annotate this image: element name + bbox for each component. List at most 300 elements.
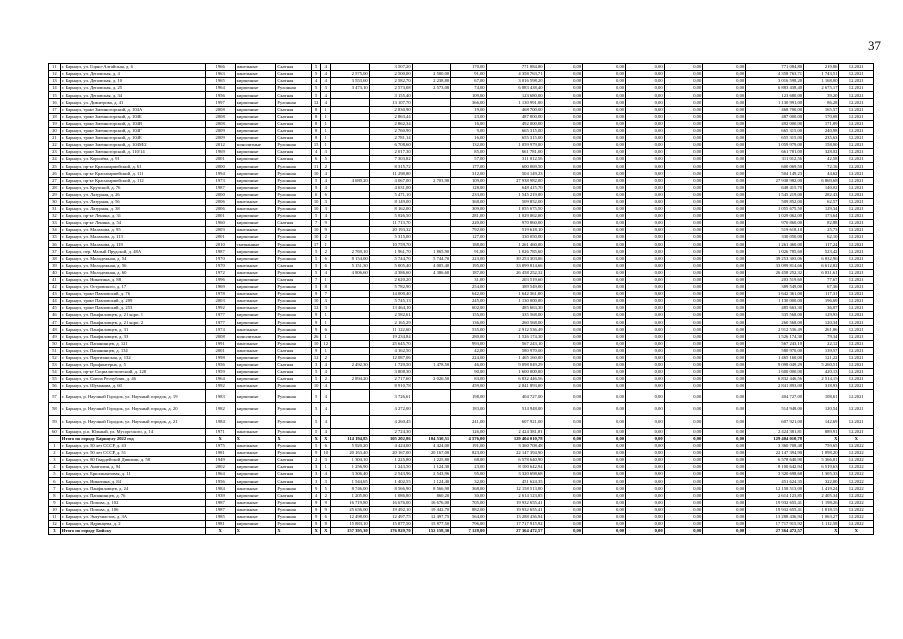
- roof-type-cell: Рулонная: [276, 298, 311, 305]
- completion-date-cell: 12.2021: [839, 361, 874, 368]
- roof-type-cell: Рулонная: [276, 177, 311, 184]
- owned-area-cell: [412, 326, 451, 333]
- completion-date-cell: 12.2021: [839, 415, 874, 428]
- row-number-cell: 39: [49, 262, 61, 269]
- table-row: [49, 333, 874, 340]
- page-number: 37: [868, 38, 881, 53]
- address-cell: г. Барнаул, р. Научный Городок, ул. Научный городок, д. 21: [60, 415, 205, 428]
- entrances-cell: 4: [321, 403, 331, 416]
- row-number-cell: 11: [49, 64, 61, 71]
- floors-cell: 2: [311, 457, 321, 464]
- address-cell: г. Барнаул, ул. Малахова, д. 95: [60, 227, 205, 234]
- total-area-cell: [331, 312, 370, 319]
- floors-cell: 9: [311, 347, 321, 354]
- row-number-cell: 25: [49, 163, 61, 170]
- table-row: [49, 390, 874, 403]
- wall-material-cell: X: [235, 528, 276, 535]
- regional-cost-cell: 0,00: [583, 449, 626, 456]
- address-cell: г. Барнаул, ул. Деповская, д. 34: [60, 92, 205, 99]
- owners-cost-cell: 0,00: [703, 106, 746, 113]
- fund-cost-cell: 0,00: [544, 212, 583, 219]
- residents-cell: 705,00: [451, 499, 486, 506]
- unit-cost-cell: 120,34: [804, 319, 839, 326]
- regional-cost-cell: 0,00: [583, 177, 626, 184]
- local-cost-cell: 0,00: [626, 191, 665, 198]
- row-number-cell: 38: [49, 255, 61, 262]
- year-built-cell: 1971: [205, 428, 235, 435]
- regional-cost-cell: 0,00: [583, 492, 626, 499]
- address-cell: г. Барнаул, пр-кт Красноармейский, д. 111: [60, 170, 205, 177]
- residents-cell: 4 576,00: [451, 435, 486, 442]
- roof-type-cell: Скатная: [276, 113, 311, 120]
- table-row: [49, 312, 874, 319]
- local-cost-cell: 0,00: [626, 220, 665, 227]
- address-cell: г. Барнаул, ул. Молодежная, д. 56: [60, 262, 205, 269]
- wall-material-cell: кирпичные: [235, 283, 276, 290]
- total-cost-cell: 6 883 438,40: [486, 85, 544, 92]
- fund-cost-cell: 0,00: [544, 184, 583, 191]
- wall-material-cell: панельные: [235, 442, 276, 449]
- roof-type-cell: Рулонная: [276, 499, 311, 506]
- address-cell: г. Барнаул, тракт Змеиногорский, д. 110/14: [60, 149, 205, 156]
- completion-date-cell: 12.2021: [839, 142, 874, 149]
- unit-cost-cell: 82,88: [804, 220, 839, 227]
- unit-cost-cell: 158,00: [804, 142, 839, 149]
- total-cost-cell: 1 130 000,00: [486, 298, 544, 305]
- entrances-cell: 1: [321, 106, 331, 113]
- living-area-cell: 4 260,45: [369, 415, 412, 428]
- total-area-cell: 1 304,10: [331, 457, 370, 464]
- owners-total-cost-cell: 451 624,35: [746, 478, 804, 485]
- total-cost-cell: 607 921,00: [486, 415, 544, 428]
- fund-cost-cell: 0,00: [544, 449, 583, 456]
- other-cost-cell: 0,00: [664, 276, 703, 283]
- local-cost-cell: 0,00: [626, 99, 665, 106]
- other-cost-cell: 0,00: [664, 64, 703, 71]
- roof-type-cell: Скатная: [276, 149, 311, 156]
- fund-cost-cell: 0,00: [544, 149, 583, 156]
- table-row: [49, 142, 874, 149]
- total-cost-cell: 330 050,00: [486, 234, 544, 241]
- wall-material-cell: кирпичные: [235, 134, 276, 141]
- local-cost-cell: 0,00: [626, 340, 665, 347]
- owners-cost-cell: 0,00: [703, 435, 746, 442]
- address-cell: г. Барнаул, тракт Змеиногорский, д. 104А: [60, 106, 205, 113]
- regional-cost-cell: 0,00: [583, 464, 626, 471]
- completion-date-cell: 12.2021: [839, 390, 874, 403]
- address-cell: г. Барнаул, ул. Панфиловцев, д. 24: [60, 485, 205, 492]
- residents-cell: 223,00: [451, 255, 486, 262]
- floors-cell: 6: [311, 156, 321, 163]
- total-cost-cell: 27 364 472,57: [486, 528, 544, 535]
- total-cost-cell: 492 000,00: [486, 120, 544, 127]
- regional-cost-cell: 0,00: [583, 435, 626, 442]
- table-row: [49, 464, 874, 471]
- regional-cost-cell: 0,00: [583, 127, 626, 134]
- completion-date-cell: 12.2021: [839, 71, 874, 78]
- living-area-cell: 1 225,80: [369, 457, 412, 464]
- row-number-cell: 17: [49, 106, 61, 113]
- owners-cost-cell: 0,00: [703, 283, 746, 290]
- roof-type-cell: Скатная: [276, 71, 311, 78]
- total-area-cell: [331, 347, 370, 354]
- residents-cell: 187,00: [451, 269, 486, 276]
- unit-cost-cell: 62,57: [804, 198, 839, 205]
- entrances-cell: 1: [321, 241, 331, 248]
- row-number-cell: 32: [49, 212, 61, 219]
- completion-date-cell: 12.2021: [839, 191, 874, 198]
- owned-area-cell: [412, 428, 451, 435]
- address-cell: Итого по городу Барнаулу 2022 год: [60, 435, 205, 442]
- wall-material-cell: кирпичные: [235, 369, 276, 376]
- entrances-cell: 9: [321, 506, 331, 513]
- row-number-cell: 26: [49, 170, 61, 177]
- row-number-cell: 22: [49, 142, 61, 149]
- owners-total-cost-cell: 1 526 174,30: [746, 333, 804, 340]
- total-cost-cell: 4 358 763,71: [486, 71, 544, 78]
- regional-cost-cell: 0,00: [583, 170, 626, 177]
- other-cost-cell: 0,00: [664, 457, 703, 464]
- living-area-cell: 8 910,78: [369, 383, 412, 390]
- completion-date-cell: 12.2022: [839, 457, 874, 464]
- floors-cell: 8: [311, 106, 321, 113]
- living-area-cell: 2 017,30: [369, 149, 412, 156]
- residents-cell: 155,00: [451, 312, 486, 319]
- regional-cost-cell: 0,00: [583, 184, 626, 191]
- owned-area-cell: [412, 234, 451, 241]
- wall-material-cell: кирпичные: [235, 184, 276, 191]
- entrances-cell: 1: [321, 464, 331, 471]
- residents-cell: 195,00: [451, 262, 486, 269]
- entrances-cell: 4: [321, 415, 331, 428]
- address-cell: г. Барнаул, ул. Профинтерна, д. 5: [60, 361, 205, 368]
- entrances-cell: 9: [321, 220, 331, 227]
- row-number-cell: 10: [49, 506, 61, 513]
- wall-material-cell: кирпичные: [235, 255, 276, 262]
- roof-type-cell: Скатная: [276, 78, 311, 85]
- roof-type-cell: Рулонная: [276, 403, 311, 416]
- owned-area-cell: [412, 390, 451, 403]
- wall-material-cell: кирпичные: [235, 478, 276, 485]
- table-row: [49, 191, 874, 198]
- total-cost-cell: 2 424 381,81: [486, 428, 544, 435]
- year-built-cell: 1970: [205, 262, 235, 269]
- owned-area-cell: [412, 241, 451, 248]
- completion-date-cell: 12.2021: [839, 269, 874, 276]
- residents-cell: 280,00: [451, 333, 486, 340]
- owned-area-cell: [412, 354, 451, 361]
- owners-cost-cell: 0,00: [703, 269, 746, 276]
- wall-material-cell: панельные: [235, 298, 276, 305]
- roof-type-cell: Рулонная: [276, 428, 311, 435]
- living-area-cell: 8 162,00: [369, 205, 412, 212]
- owners-total-cost-cell: 2 424 381,81: [746, 428, 804, 435]
- regional-cost-cell: 0,00: [583, 291, 626, 298]
- other-cost-cell: 0,00: [664, 191, 703, 198]
- completion-date-cell: 12.2022: [839, 492, 874, 499]
- total-area-cell: [331, 383, 370, 390]
- owned-area-cell: [412, 142, 451, 149]
- unit-cost-cell: 121,22: [804, 354, 839, 361]
- owned-area-cell: [412, 312, 451, 319]
- floors-cell: 5: [311, 92, 321, 99]
- table-row: [49, 269, 874, 276]
- owned-area-cell: 104 530,51: [412, 435, 451, 442]
- residents-cell: 32,00: [451, 478, 486, 485]
- fund-cost-cell: 0,00: [544, 241, 583, 248]
- owners-cost-cell: 0,00: [703, 78, 746, 85]
- owners-cost-cell: 0,00: [703, 428, 746, 435]
- regional-cost-cell: 0,00: [583, 428, 626, 435]
- living-area-cell: 2 582,70: [369, 78, 412, 85]
- local-cost-cell: 0,00: [626, 120, 665, 127]
- completion-date-cell: 12.2021: [839, 255, 874, 262]
- local-cost-cell: 0,00: [626, 106, 665, 113]
- unit-cost-cell: 171,89: [804, 120, 839, 127]
- address-cell: г. Барнаул, ул. Папанинцев, д. 134: [60, 347, 205, 354]
- total-area-cell: [331, 234, 370, 241]
- row-number-cell: 34: [49, 227, 61, 234]
- year-built-cell: 1998: [205, 354, 235, 361]
- total-area-cell: [331, 99, 370, 106]
- owned-area-cell: [412, 99, 451, 106]
- living-area-cell: 12 087,06: [369, 354, 412, 361]
- fund-cost-cell: 0,00: [544, 113, 583, 120]
- entrances-cell: 6: [321, 513, 331, 520]
- wall-material-cell: кирпичные: [235, 390, 276, 403]
- owners-cost-cell: 0,00: [703, 492, 746, 499]
- residents-cell: 68,00: [451, 457, 486, 464]
- wall-material-cell: кирпичные: [235, 85, 276, 92]
- other-cost-cell: 0,00: [664, 120, 703, 127]
- entrances-cell: 2: [321, 376, 331, 383]
- year-built-cell: 1966: [205, 64, 235, 71]
- fund-cost-cell: 0,00: [544, 376, 583, 383]
- regional-cost-cell: 0,00: [583, 298, 626, 305]
- local-cost-cell: 0,00: [626, 471, 665, 478]
- row-number-cell: 35: [49, 234, 61, 241]
- total-area-cell: [331, 354, 370, 361]
- row-number-cell: 60: [49, 428, 61, 435]
- total-area-cell: [331, 120, 370, 127]
- local-cost-cell: 0,00: [626, 478, 665, 485]
- completion-date-cell: 12.2021: [839, 92, 874, 99]
- unit-cost-cell: 2 675,17: [804, 85, 839, 92]
- completion-date-cell: 12.2021: [839, 234, 874, 241]
- wall-material-cell: кирпичные: [235, 127, 276, 134]
- floors-cell: 5: [311, 390, 321, 403]
- regional-cost-cell: 0,00: [583, 403, 626, 416]
- floors-cell: X: [311, 528, 321, 535]
- year-built-cell: 1956: [205, 361, 235, 368]
- total-cost-cell: 487 000,00: [486, 113, 544, 120]
- entrances-cell: 9: [321, 227, 331, 234]
- table-row: [49, 347, 874, 354]
- row-number-cell: 3: [49, 457, 61, 464]
- owned-area-cell: 4 005,40: [412, 262, 451, 269]
- fund-cost-cell: 0,00: [544, 142, 583, 149]
- row-number-cell: 14: [49, 85, 61, 92]
- unit-cost-cell: 6 031,61: [804, 269, 839, 276]
- address-cell: г. Барнаул, тракт Павловский, д. 209: [60, 298, 205, 305]
- owned-area-cell: 16 676,00: [412, 499, 451, 506]
- table-row: [49, 120, 874, 127]
- owners-cost-cell: 0,00: [703, 361, 746, 368]
- roof-type-cell: Рулонная: [276, 513, 311, 520]
- total-area-cell: [331, 156, 370, 163]
- total-area-cell: [331, 319, 370, 326]
- residents-cell: 254,00: [451, 283, 486, 290]
- completion-date-cell: 12.2021: [839, 184, 874, 191]
- row-number-cell: 29: [49, 191, 61, 198]
- entrances-cell: 2: [321, 354, 331, 361]
- table-row: [49, 457, 874, 464]
- completion-date-cell: 12.2021: [839, 428, 874, 435]
- local-cost-cell: 0,00: [626, 506, 665, 513]
- owned-area-cell: [412, 184, 451, 191]
- floors-cell: 5: [311, 403, 321, 416]
- local-cost-cell: 0,00: [626, 520, 665, 527]
- unit-cost-cell: 1 168,00: [804, 78, 839, 85]
- table-row: [49, 78, 874, 85]
- owners-total-cost-cell: 970 860,00: [746, 220, 804, 227]
- living-area-cell: 2 717,60: [369, 376, 412, 383]
- owners-cost-cell: 0,00: [703, 513, 746, 520]
- total-cost-cell: 17 717 915,92: [486, 520, 544, 527]
- floors-cell: 10: [311, 340, 321, 347]
- fund-cost-cell: 0,00: [544, 499, 583, 506]
- regional-cost-cell: 0,00: [583, 326, 626, 333]
- floors-cell: 9: [311, 449, 321, 456]
- other-cost-cell: 0,00: [664, 305, 703, 312]
- unit-cost-cell: 240,98: [804, 127, 839, 134]
- roof-type-cell: Скатная: [276, 262, 311, 269]
- unit-cost-cell: X: [804, 528, 839, 535]
- roof-type-cell: Скатная: [276, 369, 311, 376]
- entrances-cell: 4: [321, 383, 331, 390]
- address-cell: г. Барнаул, ул. Горно-Алтайская, д. 6: [60, 64, 205, 71]
- other-cost-cell: 0,00: [664, 471, 703, 478]
- regional-cost-cell: 0,00: [583, 149, 626, 156]
- floors-cell: 9: [311, 485, 321, 492]
- regional-cost-cell: 0,00: [583, 305, 626, 312]
- living-area-cell: 4 631,00: [369, 184, 412, 191]
- address-cell: г. Барнаул, ул. Партизанская, д. 132: [60, 354, 205, 361]
- row-number-cell: 1: [49, 442, 61, 449]
- unit-cost-cell: 1 419,24: [804, 485, 839, 492]
- regional-cost-cell: 0,00: [583, 354, 626, 361]
- completion-date-cell: 12.2021: [839, 198, 874, 205]
- regional-cost-cell: 0,00: [583, 191, 626, 198]
- wall-material-cell: кирпичные: [235, 170, 276, 177]
- wall-material-cell: кирпичные: [235, 191, 276, 198]
- completion-date-cell: 12.2021: [839, 212, 874, 219]
- table-row: [49, 234, 874, 241]
- fund-cost-cell: 0,00: [544, 198, 583, 205]
- owned-area-cell: [412, 92, 451, 99]
- entrances-cell: 4: [321, 64, 331, 71]
- roof-type-cell: Рулонная: [276, 442, 311, 449]
- floors-cell: 9: [311, 184, 321, 191]
- other-cost-cell: 0,00: [664, 99, 703, 106]
- unit-cost-cell: 67,36: [804, 283, 839, 290]
- total-cost-cell: 485 663,30: [486, 305, 544, 312]
- living-area-cell: 11 122,60: [369, 326, 412, 333]
- residents-cell: 191,00: [451, 442, 486, 449]
- floors-cell: 3: [311, 464, 321, 471]
- wall-material-cell: панельные: [235, 269, 276, 276]
- entrances-cell: 3: [321, 198, 331, 205]
- completion-date-cell: 12.2021: [839, 177, 874, 184]
- total-cost-cell: 203 519,60: [486, 276, 544, 283]
- completion-date-cell: 12.2021: [839, 170, 874, 177]
- wall-material-cell: монолитные: [235, 142, 276, 149]
- row-number-cell: 11: [49, 513, 61, 520]
- address-cell: г. Барнаул, пер. Малый Прудской, д. 48А: [60, 248, 205, 255]
- entrances-cell: 4: [321, 428, 331, 435]
- completion-date-cell: 12.2021: [839, 369, 874, 376]
- total-cost-cell: 468 700,00: [486, 106, 544, 113]
- address-cell: г. Барнаул, ул. Крупской, д. 76: [60, 184, 205, 191]
- other-cost-cell: 0,00: [664, 312, 703, 319]
- total-area-cell: [331, 106, 370, 113]
- local-cost-cell: 0,00: [626, 369, 665, 376]
- fund-cost-cell: 0,00: [544, 134, 583, 141]
- unit-cost-cell: 1 112,58: [804, 520, 839, 527]
- unit-cost-cell: 129,93: [804, 312, 839, 319]
- table-row: [49, 113, 874, 120]
- total-cost-cell: 1 465 160,00: [486, 354, 544, 361]
- unit-cost-cell: 173,64: [804, 212, 839, 219]
- living-area-cell: 6 708,60: [369, 142, 412, 149]
- year-built-cell: 1970: [205, 255, 235, 262]
- living-area-cell: 8 315,72: [369, 163, 412, 170]
- roof-type-cell: Рулонная: [276, 269, 311, 276]
- fund-cost-cell: 0,00: [544, 106, 583, 113]
- local-cost-cell: 0,00: [626, 149, 665, 156]
- address-cell: г. Барнаул, ул. Лазурная, д. 56: [60, 198, 205, 205]
- year-built-cell: 1987: [205, 184, 235, 191]
- unit-cost-cell: 1 743,51: [804, 71, 839, 78]
- other-cost-cell: 0,00: [664, 177, 703, 184]
- roof-type-cell: Скатная: [276, 106, 311, 113]
- floors-cell: 17: [311, 241, 321, 248]
- local-cost-cell: 0,00: [626, 464, 665, 471]
- row-number-cell: 12: [49, 520, 61, 527]
- owners-cost-cell: 0,00: [703, 291, 746, 298]
- completion-date-cell: 12.2022: [839, 471, 874, 478]
- owners-cost-cell: 0,00: [703, 471, 746, 478]
- regional-cost-cell: 0,00: [583, 205, 626, 212]
- owned-area-cell: 20 167,00: [412, 449, 451, 456]
- total-area-cell: [331, 142, 370, 149]
- residents-cell: 23,00: [451, 464, 486, 471]
- regional-cost-cell: 0,00: [583, 340, 626, 347]
- other-cost-cell: 0,00: [664, 528, 703, 535]
- owned-area-cell: 19 442,70: [412, 506, 451, 513]
- other-cost-cell: 0,00: [664, 170, 703, 177]
- row-number-cell: [49, 435, 61, 442]
- living-area-cell: 5 744,70: [369, 255, 412, 262]
- year-built-cell: 2000: [205, 163, 235, 170]
- residents-cell: 459,00: [451, 383, 486, 390]
- owners-cost-cell: 0,00: [703, 170, 746, 177]
- wall-material-cell: панельные: [235, 506, 276, 513]
- roof-type-cell: Рулонная: [276, 319, 311, 326]
- entrances-cell: 1: [321, 127, 331, 134]
- completion-date-cell: 12.2021: [839, 156, 874, 163]
- regional-cost-cell: 0,00: [583, 471, 626, 478]
